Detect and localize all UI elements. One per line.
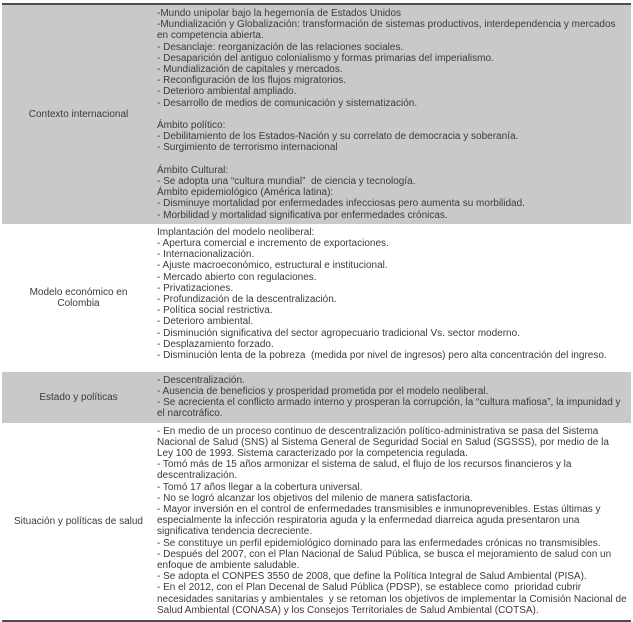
- content-line: - Profundización de la descentralización.: [157, 294, 337, 306]
- content-line: - Desplazamiento forzado.: [157, 338, 274, 350]
- table-row-modelo-economico: [2, 224, 631, 372]
- content-line: - Tomó 17 años llegar a la cobertura universal.: [157, 481, 363, 493]
- content-line: - Ausencia de beneficios y prosperidad prometida por el modelo neoliberal.: [157, 386, 489, 398]
- content-line: - Se adopta una “cultura mundial” de ciencia y tecnología.: [157, 176, 416, 188]
- content-line: - Se constituye un perfil epidemiológico dominado para las enfermedades crónicas no transmisibles.: [157, 537, 601, 549]
- content-line: - Ajuste macroeconómico, estructural e institucional.: [157, 260, 388, 272]
- table-row-estado-politicas: [2, 372, 631, 423]
- content-line: - Privatizaciones.: [157, 282, 234, 294]
- row-label-modelo-economico: Modelo económico en Colombia: [29, 286, 128, 309]
- content-line: - Deterioro ambiental ampliado.: [157, 86, 297, 98]
- content-line: - Se acrecienta el conflicto armado interno y prosperan la corrupción, la “cultura mafiosa”, la impunidad y el narcotráfico.: [157, 397, 624, 420]
- content-line: - Surgimiento de terrorismo internacional: [157, 142, 338, 154]
- content-line: - Después del 2007, con el Plan Nacional de Salud Pública, se busca el mejoramiento de salud con un enfoque de ambiente saludable.: [157, 548, 614, 572]
- content-line: Ámbito Cultural:: [157, 164, 229, 176]
- content-line: - No se logró alcanzar los objetivos del milenio de manera satisfactoria.: [157, 492, 473, 504]
- content-line: - Deterioro ambiental.: [157, 316, 254, 328]
- content-line: - En el 2012, con el Plan Decenal de Salud Pública (PDSP), se establece como prioridad cubrir necesidades sanitarias y ambientales y se retoman los objetivos de implementar la Comisión Nacional de Salud Ambiental (CONASA) y los Consejos Territoriales de Salud Ambiental (COTSA).: [157, 582, 630, 616]
- content-line: Ámbito político:: [157, 120, 226, 132]
- content-line: [157, 154, 627, 165]
- content-line: - Reconfiguración de los flujos migratorios.: [157, 75, 346, 87]
- row-content-contexto-internacional: [155, 5, 631, 224]
- content-line: -Mundo unipolar bajo la hegemonía de Estados Unidos: [157, 8, 402, 19]
- content-line: - Disminución significativa del sector agropecuario tradicional Vs. sector moderno.: [157, 327, 520, 339]
- content-line: - Mayor inversión en el control de enfermedades transmisibles e inmunoprevenibles. Estas últimas y especialmente la infección respiratoria aguda y la enfermedad diarreica aguda presentaron una significativa tendencia decreciente.: [157, 504, 604, 538]
- table-row-situacion-politicas-salud: [2, 423, 631, 620]
- content-line: - Tomó más de 15 años armonizar el sistema de salud, el flujo de los recursos financieros y la descentralización.: [157, 459, 575, 482]
- content-line: - Desanclaje: reorganización de las relaciones sociales.: [157, 41, 404, 53]
- context-policy-table: [2, 3, 631, 622]
- row-label-situacion-politicas-salud: Situación y políticas de salud: [14, 515, 143, 527]
- content-line: - Desarrollo de medios de comunicación y sistematización.: [157, 97, 418, 109]
- row-label-contexto-internacional: Contexto internacional: [28, 108, 129, 120]
- row-content-modelo-economico: [155, 224, 631, 372]
- content-line: [157, 109, 627, 120]
- content-line: - Se adopta el CONPES 3550 de 2008, que define la Política Integral de Salud Ambiental (PISA).: [157, 571, 587, 583]
- content-line: - Internacionalización.: [157, 249, 255, 261]
- content-line: - Mercado abierto con regulaciones.: [157, 271, 317, 283]
- content-line: - Descentralización.: [157, 374, 245, 386]
- row-content-estado-politicas: [155, 372, 631, 423]
- content-line: - Disminuye mortalidad por enfermedades infecciosas pero aumenta su morbilidad.: [157, 198, 525, 210]
- content-line: - En medio de un proceso continuo de descentralización político-administrativa se pasa del Sistema Nacional de Salud (SNS) al Sistema General de Seguridad Social en Salud (SGSSS), por medio de la Ley 100 de 1993. Sistema caracterizado por la competencia regulada.: [157, 425, 612, 460]
- row-content-situacion-politicas-salud: [155, 423, 631, 620]
- content-line: - Disminución lenta de la pobreza (medida por nivel de ingresos) pero alta concentración del ingreso.: [157, 350, 607, 362]
- content-line: - Mundialización de capitales y mercados.: [157, 64, 343, 76]
- table-row-contexto-internacional: [2, 5, 631, 224]
- content-line: - Morbilidad y mortalidad significativa por enfermedades crónicas.: [157, 209, 448, 221]
- content-line: - Apertura comercial e incremento de exportaciones.: [157, 238, 389, 250]
- content-line: - Debilitamiento de los Estados-Nación y su correlato de democracia y soberanía.: [157, 131, 519, 143]
- content-line: - Política social restrictiva.: [157, 305, 273, 317]
- content-line: Implantación del modelo neoliberal:: [157, 226, 315, 238]
- content-line: -Mundialización y Globalización: transformación de sistemas productivos, interdependencia y mercados en competencia abierta.: [157, 19, 619, 42]
- content-line: - Desaparición del antiguo colonialismo y formas primarias del imperialismo.: [157, 52, 494, 64]
- content-line: Ámbito epidemiológico (América latina):: [157, 187, 334, 199]
- row-label-estado-politicas: Estado y políticas: [39, 391, 118, 403]
